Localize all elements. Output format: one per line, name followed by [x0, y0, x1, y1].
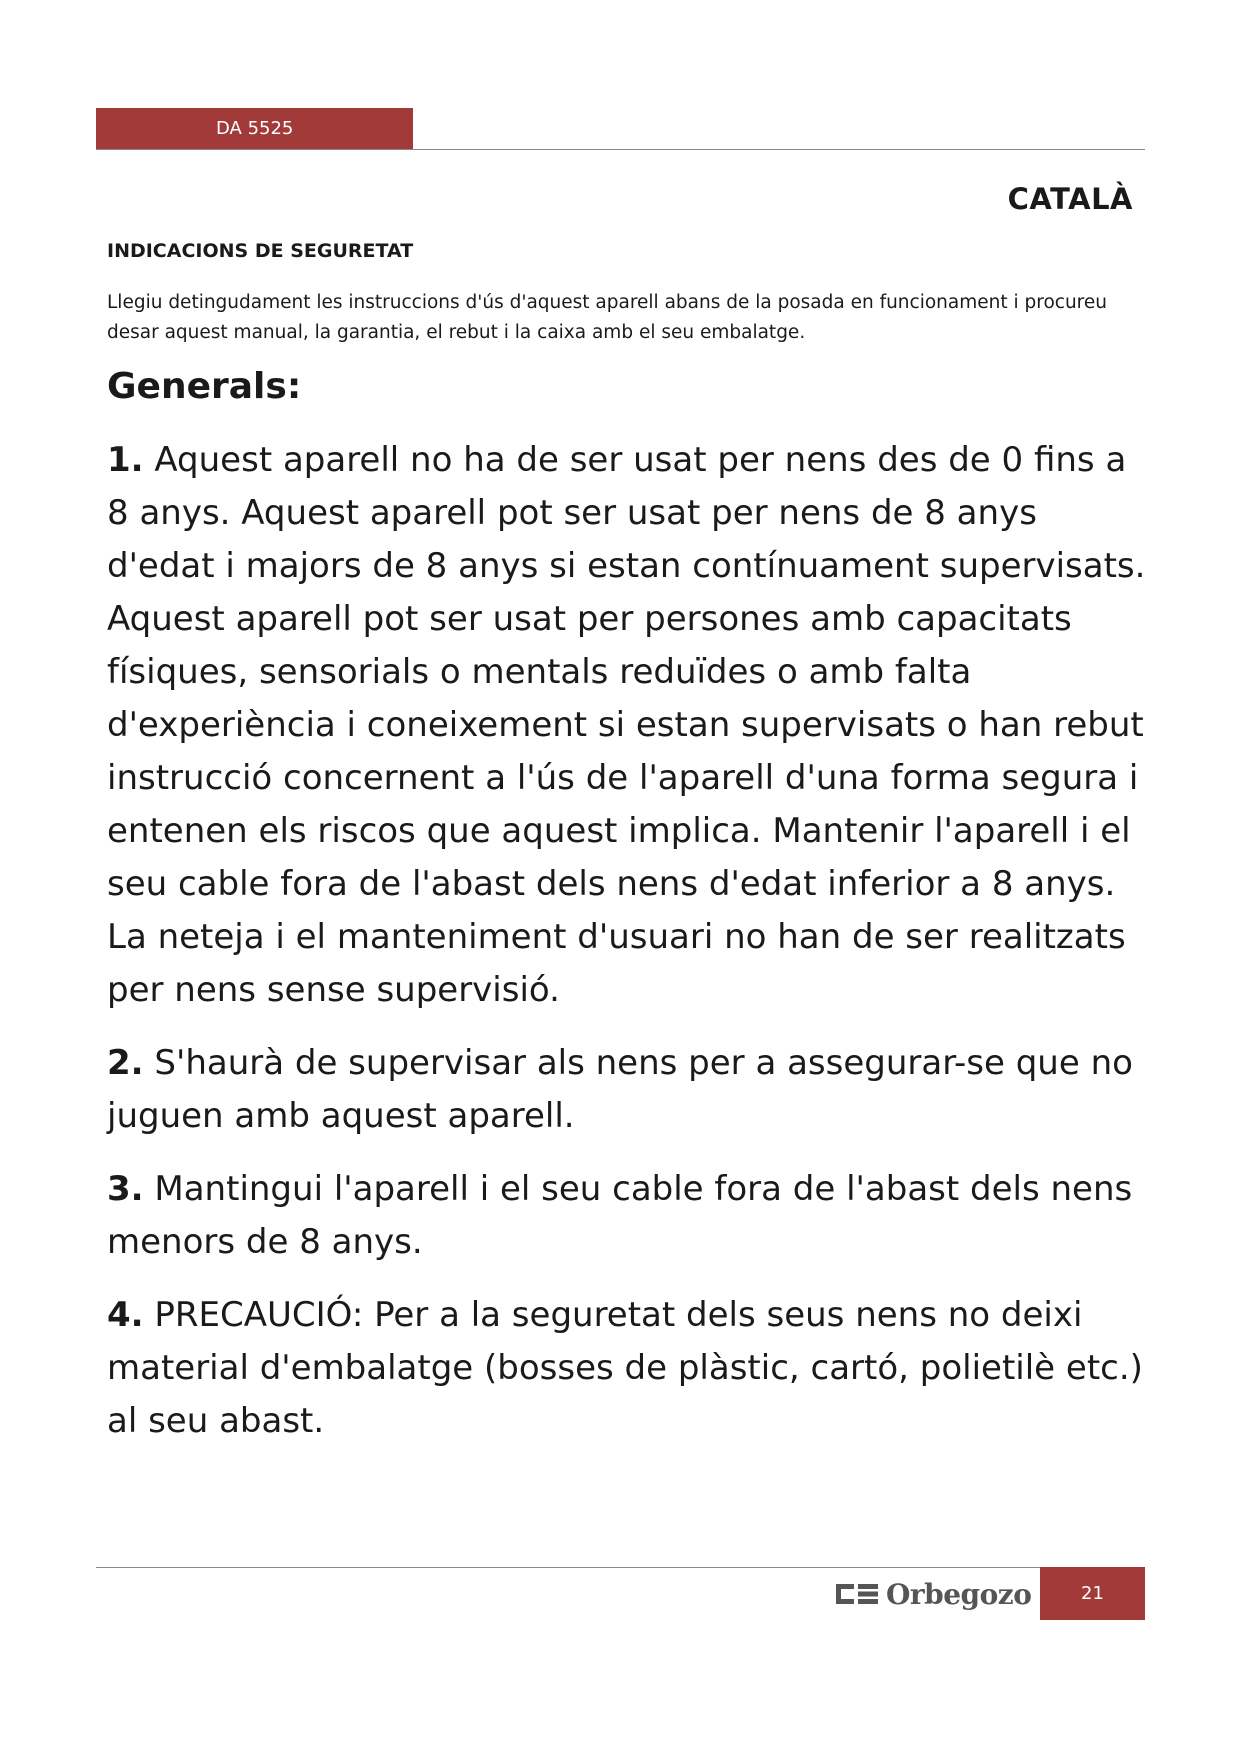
safety-item [107, 1289, 1147, 1448]
item-text: Mantingui l'aparell i el seu cable fora de l'abast dels nens menors de 8 anys. [107, 1169, 1133, 1262]
item-text: Aquest aparell no ha de ser usat per nens des de 0 fins a 8 anys. Aquest aparell pot ser usat per nens de 8 anys d'edat i majors de 8 anys si estan contínuament supervisats. Aquest aparell pot ser usat per persones amb capacitats físiques, sensorials o mentals reduïdes o amb falta d'experiència i coneixement si estan supervisats o han rebut instrucció concernent a l'ús de l'aparell d'una forma segura i entenen els riscos que aquest implica. Mantenir l'aparell i el seu cable fora de l'abast dels nens d'edat inferior a 8 anys. La neteja i el manteniment d'usuari no han de ser realitzats per nens sense supervisió. [107, 440, 1146, 1010]
brand-emblem-icon [836, 1582, 878, 1606]
item-text: S'haurà de supervisar als nens per a assegurar-se que no juguen amb aquest aparell. [107, 1043, 1133, 1136]
safety-items-list [107, 434, 1147, 1468]
header-model-tab [96, 108, 413, 149]
footer-divider [96, 1567, 1145, 1568]
item-number: 4. [107, 1295, 144, 1335]
item-text: PRECAUCIÓ: Per a la seguretat dels seus nens no deixi material d'embalatge (bosses de plàstic, cartó, polietilè etc.) al seu abast. [107, 1295, 1143, 1441]
header-divider [96, 149, 1145, 150]
page-number: 21 [1081, 1583, 1104, 1604]
header-model-label: DA 5525 [216, 118, 294, 139]
language-title: CATALÀ [1007, 182, 1133, 216]
item-number: 2. [107, 1043, 144, 1083]
brand-logo [836, 1576, 1031, 1612]
safety-item [107, 1037, 1147, 1143]
item-number: 3. [107, 1169, 144, 1209]
brand-name: Orbegozo [886, 1577, 1032, 1611]
page-number-box [1040, 1567, 1145, 1620]
intro-paragraph: Llegiu detingudament les instruccions d'ús d'aquest aparell abans de la posada en funcionament i procureu desar aquest manual, la garantia, el rebut i la caixa amb el seu embalatge. [107, 292, 1107, 343]
item-number: 1. [107, 440, 144, 480]
safety-item [107, 1163, 1147, 1269]
safety-item [107, 434, 1147, 1017]
section-heading: INDICACIONS DE SEGURETAT [107, 240, 414, 262]
generals-heading: Generals: [107, 366, 302, 407]
